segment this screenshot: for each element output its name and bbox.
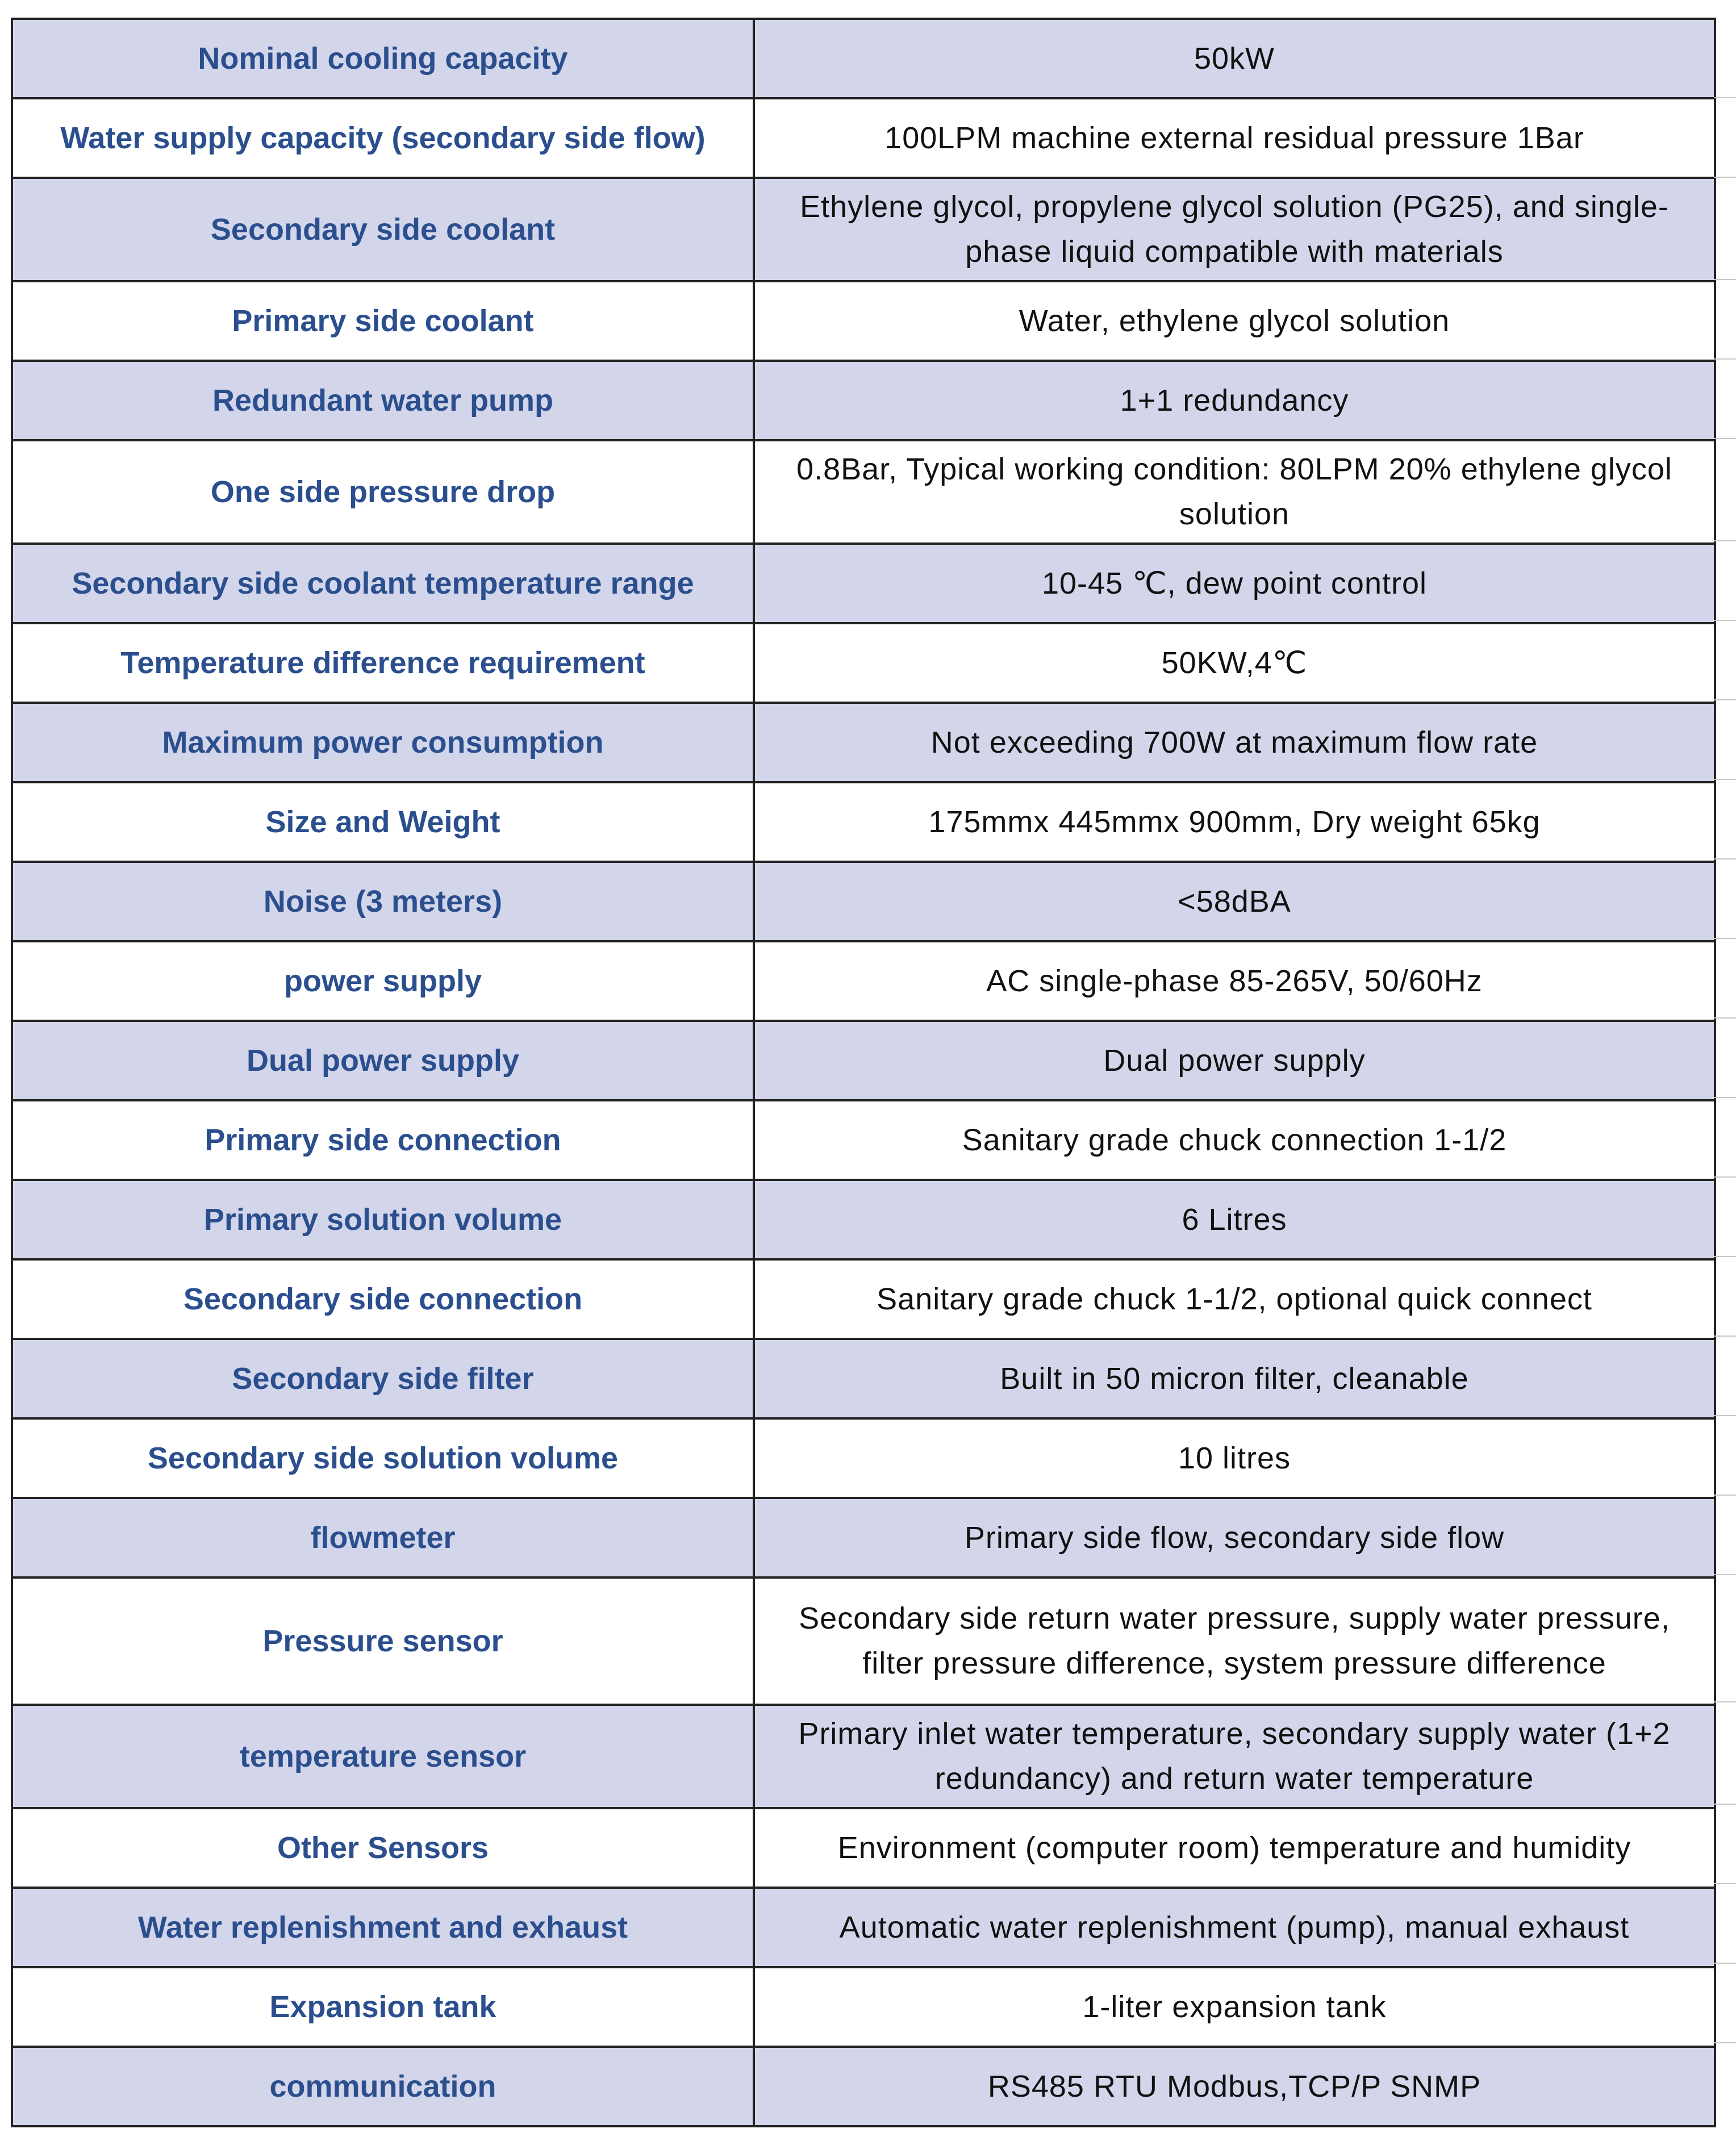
spec-label: Primary side coolant (12, 281, 754, 361)
specification-table (11, 18, 1716, 2127)
spec-value: Not exceeding 700W at maximum flow rate (754, 703, 1715, 782)
spec-label: Secondary side solution volume (12, 1418, 754, 1498)
table-row (12, 1705, 1715, 1808)
table-row (12, 623, 1715, 703)
table-row (12, 1100, 1715, 1180)
spec-label: Water replenishment and exhaust (12, 1888, 754, 1967)
table-row (12, 1418, 1715, 1498)
table-row (12, 178, 1715, 281)
table-row (12, 361, 1715, 440)
table-row (12, 1577, 1715, 1705)
spec-label: Size and Weight (12, 782, 754, 862)
table-row (12, 98, 1715, 178)
table-row (12, 1808, 1715, 1888)
spec-value: Built in 50 micron filter, cleanable (754, 1339, 1715, 1418)
spec-value: AC single-phase 85-265V, 50/60Hz (754, 941, 1715, 1021)
spec-label: Noise (3 meters) (12, 862, 754, 941)
spec-label: Primary solution volume (12, 1180, 754, 1259)
right-edge-grid-lines (1714, 18, 1736, 2131)
table-row (12, 941, 1715, 1021)
spec-value: Sanitary grade chuck 1-1/2, optional quick connect (754, 1259, 1715, 1339)
spec-label: Expansion tank (12, 1967, 754, 2047)
spec-value: 1+1 redundancy (754, 361, 1715, 440)
spec-value: Secondary side return water pressure, supply water pressure, filter pressure difference, system pressure difference (754, 1577, 1715, 1705)
spec-value: 1-liter expansion tank (754, 1967, 1715, 2047)
spec-label: Other Sensors (12, 1808, 754, 1888)
spec-value: 10-45 ℃, dew point control (754, 544, 1715, 623)
spec-label: power supply (12, 941, 754, 1021)
spec-value: 50KW,4℃ (754, 623, 1715, 703)
spec-label: Nominal cooling capacity (12, 19, 754, 98)
spec-label: Maximum power consumption (12, 703, 754, 782)
spec-value: 100LPM machine external residual pressure 1Bar (754, 98, 1715, 178)
spec-value: Water, ethylene glycol solution (754, 281, 1715, 361)
spec-label: flowmeter (12, 1498, 754, 1577)
spec-label: Water supply capacity (secondary side flow) (12, 98, 754, 178)
spec-label: Secondary side coolant temperature range (12, 544, 754, 623)
table-row (12, 440, 1715, 544)
spec-value: 0.8Bar, Typical working condition: 80LPM 20% ethylene glycol solution (754, 440, 1715, 544)
table-row (12, 1888, 1715, 1967)
table-row (12, 862, 1715, 941)
spec-value: Dual power supply (754, 1021, 1715, 1100)
spec-label: temperature sensor (12, 1705, 754, 1808)
table-row (12, 703, 1715, 782)
spec-label: Temperature difference requirement (12, 623, 754, 703)
spec-label: communication (12, 2047, 754, 2126)
table-row (12, 1259, 1715, 1339)
spec-label: Secondary side connection (12, 1259, 754, 1339)
spec-value: Sanitary grade chuck connection 1-1/2 (754, 1100, 1715, 1180)
spec-value: <58dBA (754, 862, 1715, 941)
spec-label: Secondary side coolant (12, 178, 754, 281)
spec-value: Ethylene glycol, propylene glycol solution (PG25), and single-phase liquid compatible with materials (754, 178, 1715, 281)
spec-label: Secondary side filter (12, 1339, 754, 1418)
spec-label: Redundant water pump (12, 361, 754, 440)
spec-value: 50kW (754, 19, 1715, 98)
table-row (12, 1967, 1715, 2047)
table-row (12, 2047, 1715, 2126)
spec-value: Primary side flow, secondary side flow (754, 1498, 1715, 1577)
table-row (12, 1339, 1715, 1418)
spec-value: RS485 RTU Modbus,TCP/P SNMP (754, 2047, 1715, 2126)
spec-label: Pressure sensor (12, 1577, 754, 1705)
spec-value: 10 litres (754, 1418, 1715, 1498)
spec-value: 175mmx 445mmx 900mm, Dry weight 65kg (754, 782, 1715, 862)
table-row (12, 782, 1715, 862)
spec-value: Automatic water replenishment (pump), manual exhaust (754, 1888, 1715, 1967)
table-row (12, 544, 1715, 623)
spec-label: Primary side connection (12, 1100, 754, 1180)
table-row (12, 1180, 1715, 1259)
spec-value: Environment (computer room) temperature and humidity (754, 1808, 1715, 1888)
spec-value: Primary inlet water temperature, secondary supply water (1+2 redundancy) and return water temperature (754, 1705, 1715, 1808)
table-row (12, 281, 1715, 361)
table-row (12, 1498, 1715, 1577)
table-row (12, 1021, 1715, 1100)
spec-label: One side pressure drop (12, 440, 754, 544)
spec-value: 6 Litres (754, 1180, 1715, 1259)
table-row (12, 19, 1715, 98)
spec-label: Dual power supply (12, 1021, 754, 1100)
